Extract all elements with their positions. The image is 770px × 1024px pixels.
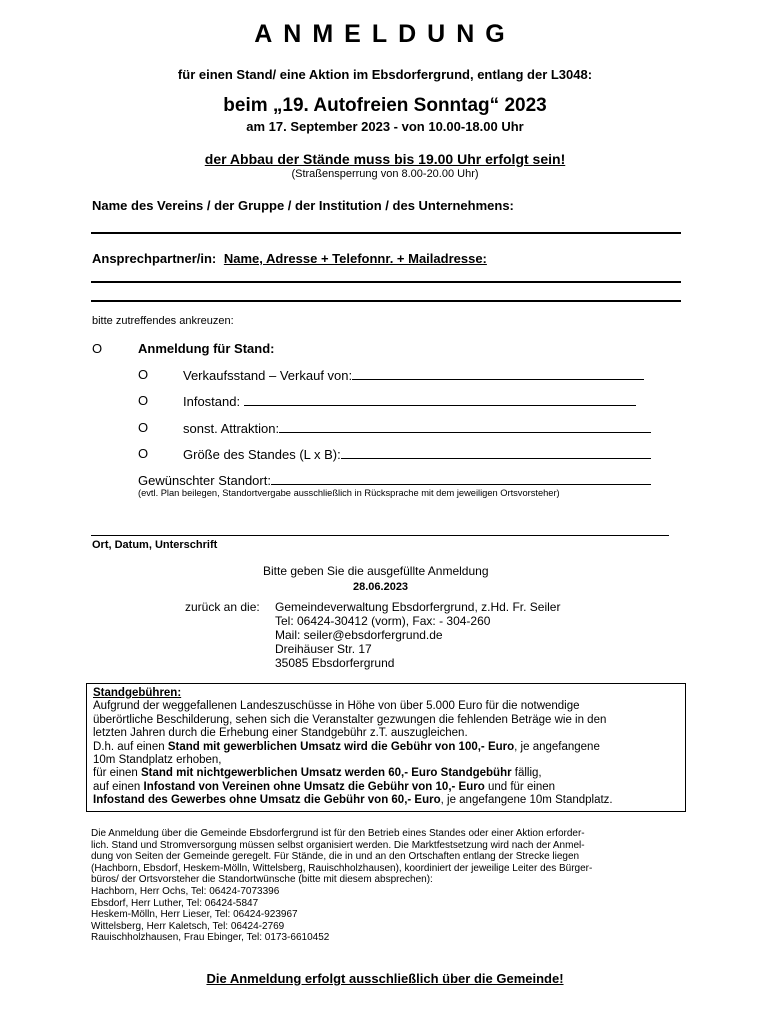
option-checkbox-size[interactable]: O: [138, 446, 149, 461]
option-attraction: [183, 420, 651, 436]
form-title: ANMELDUNG: [254, 20, 516, 48]
return-deadline: 28.06.2023: [353, 581, 409, 593]
fee-line: Aufgrund der weggefallenen Landeszuschüsse in Höhe von über 5.000 Euro für die notwendige: [93, 700, 580, 713]
address-line: Gemeindeverwaltung Ebsdorfergrund, z.Hd. Fr. Seiler: [275, 600, 561, 614]
event-name: beim „19. Autofreien Sonntag“ 2023: [223, 95, 547, 116]
stand-label: Anmeldung für Stand:: [138, 341, 275, 356]
fee-box: [86, 683, 686, 812]
fee-text: auf einen: [93, 780, 144, 793]
option-size: [183, 446, 651, 462]
teardown-notice: der Abbau der Stände muss bis 19.00 Uhr erfolgt sein!: [204, 151, 566, 167]
return-to-label: zurück an die:: [185, 600, 260, 614]
option-info-input[interactable]: [244, 393, 636, 406]
fee-text: und für einen: [484, 780, 556, 793]
option-sales-input[interactable]: [352, 367, 644, 380]
organization-name-field[interactable]: [91, 232, 681, 234]
fee-text: fällig,: [511, 767, 542, 780]
fee-text: , je angefangene 10m Standplatz.: [440, 794, 613, 807]
info-block: [91, 828, 592, 944]
info-line: Wittelsberg, Herr Kaletsch, Tel: 06424-2769: [91, 920, 285, 932]
fee-line: [93, 741, 679, 754]
fee-text: für einen: [93, 767, 141, 780]
info-line: Heskem-Mölln, Herr Lieser, Tel: 06424-923967: [91, 909, 298, 921]
fee-text: D.h. auf einen: [93, 740, 168, 753]
info-line: dung von Seiten der Gemeinde geregelt. Für Stände, die in und an den Ortschaften entlang der Strecke liegen: [91, 851, 580, 863]
location-note: (evtl. Plan beilegen, Standortvergabe ausschließlich in Rücksprache mit dem jeweiligen Ortsvorsteher): [138, 488, 560, 498]
info-line: büros/ der Ortsvorsteher die Standortwünsche (bitte mit diesem absprechen):: [91, 874, 433, 886]
return-address: [275, 600, 560, 670]
fee-line: [93, 781, 679, 794]
event-date: am 17. September 2023 - von 10.00-18.00 Uhr: [246, 119, 524, 134]
option-info: [183, 393, 636, 409]
contact-field-line-2[interactable]: [91, 300, 681, 302]
info-line: Die Anmeldung über die Gemeinde Ebsdorfergrund ist für den Betrieb eines Standes oder einer Aktion erforder-: [91, 828, 585, 839]
fee-line: [93, 767, 679, 780]
location-label: Gewünschter Standort:: [138, 473, 271, 488]
info-line: lich. Stand und Stromversorgung müssen selbst organisiert werden. Die Marktfestsetzung wird nach der Anmel-: [91, 839, 585, 851]
return-instruction: Bitte geben Sie die ausgefüllte Anmeldung: [263, 564, 489, 578]
option-checkbox-attraction[interactable]: O: [138, 420, 149, 435]
info-line: Ebsdorf, Herr Luther, Tel: 06424-5847: [91, 897, 259, 909]
option-sales: [183, 367, 644, 383]
fee-heading: Standgebühren:: [93, 687, 182, 699]
final-note: Die Anmeldung erfolgt ausschließlich über die Gemeinde!: [206, 971, 564, 986]
option-checkbox-info[interactable]: O: [138, 393, 149, 408]
contact-field-line-1[interactable]: [91, 281, 681, 283]
location-row: [138, 472, 651, 488]
fee-line: [93, 794, 679, 807]
option-info-label: Infostand:: [183, 394, 241, 409]
address-line: 35085 Ebsdorfergrund: [275, 656, 395, 670]
location-input[interactable]: [271, 472, 651, 485]
fee-text: , je angefangene: [514, 740, 600, 753]
address-line: Tel: 06424-30412 (vorm), Fax: - 304-260: [275, 614, 491, 628]
checkbox-instruction: bitte zutreffendes ankreuzen:: [92, 315, 234, 327]
info-line: (Hachborn, Ebsdorf, Heskem-Mölln, Wittelsberg, Rauischholzhausen), koordiniert der jeweilige Leiter des Bürger-: [91, 862, 593, 874]
option-sales-label: Verkaufsstand – Verkauf von:: [183, 368, 353, 383]
option-size-label: Größe des Standes (L x B):: [183, 447, 341, 462]
fee-infostand-business: Infostand des Gewerbes ohne Umsatz die Gebühr von 60,- Euro: [93, 794, 441, 807]
option-checkbox-sales[interactable]: O: [138, 367, 149, 382]
fee-noncommercial: Stand mit nichtgewerblichen Umsatz werden 60,- Euro Standgebühr: [140, 767, 512, 780]
address-line: Mail: seiler@ebsdorfergrund.de: [275, 628, 443, 642]
option-attraction-label: sonst. Attraktion:: [183, 421, 280, 436]
fee-line: überörtliche Beschilderung, sehen sich die Veranstalter gezwungen die fehlenden Beträge wie in den: [93, 713, 607, 726]
contact-label: [92, 251, 487, 266]
info-line: Hachborn, Herr Ochs, Tel: 06424-7073396: [91, 885, 280, 897]
road-closure-note: (Straßensperrung von 8.00-20.00 Uhr): [291, 168, 479, 180]
contact-label-text: Ansprechpartner/in:: [92, 251, 217, 266]
signature-line[interactable]: [91, 535, 669, 536]
contact-hint: Name, Adresse + Telefonnr. + Mailadresse:: [223, 251, 487, 266]
option-attraction-input[interactable]: [279, 420, 651, 433]
form-subtitle: für einen Stand/ eine Aktion im Ebsdorfergrund, entlang der L3048:: [177, 67, 593, 82]
option-size-input[interactable]: [341, 446, 651, 459]
organization-name-label: Name des Vereins / der Gruppe / der Institution / des Unternehmens:: [92, 198, 514, 213]
signature-label: Ort, Datum, Unterschrift: [92, 539, 218, 551]
fee-infostand-club: Infostand von Vereinen ohne Umsatz die Gebühr von 10,- Euro: [143, 780, 485, 793]
info-line: Rauischholzhausen, Frau Ebinger, Tel: 0173-6610452: [91, 932, 330, 944]
fee-line: 10m Standplatz erhoben,: [93, 754, 222, 767]
fee-line: letzten Jahren durch die Erhebung einer Standgebühr z.T. auszugleichen.: [93, 727, 468, 740]
fee-commercial: Stand mit gewerblichen Umsatz wird die Gebühr von 100,- Euro: [167, 740, 515, 753]
address-line: Dreihäuser Str. 17: [275, 642, 372, 656]
stand-checkbox[interactable]: O: [92, 341, 103, 356]
